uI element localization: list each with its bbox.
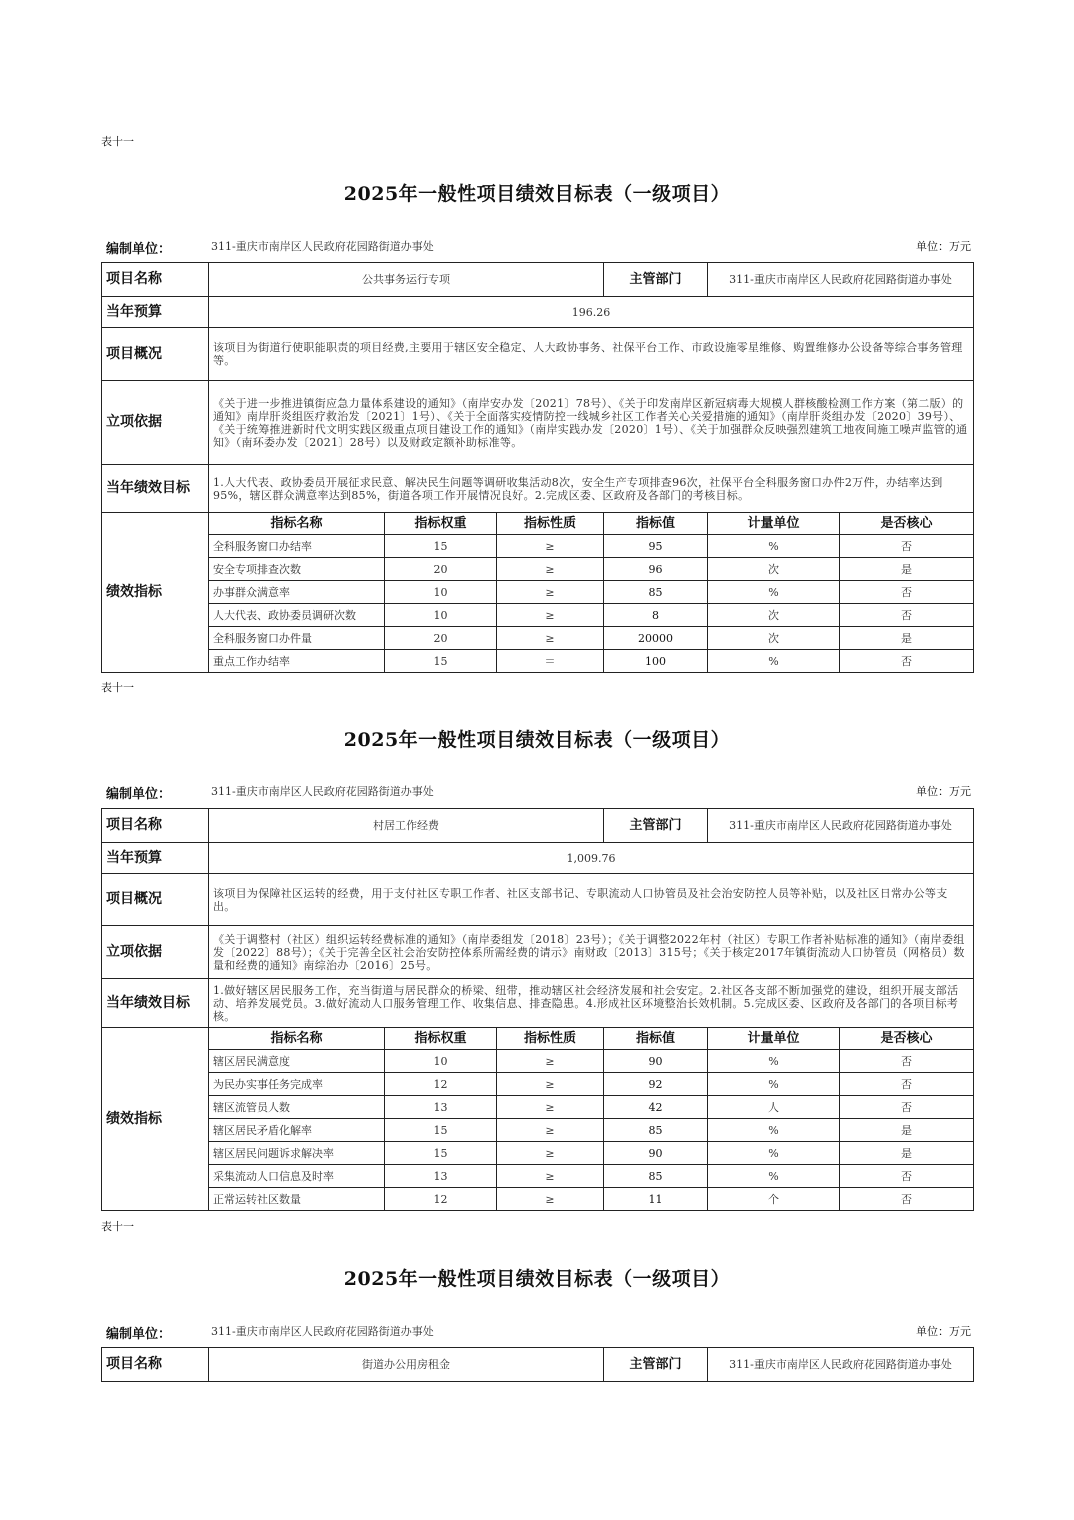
goal-label: 当年绩效目标 (102, 979, 209, 1028)
performance-table (101, 808, 974, 1211)
table-row (102, 581, 974, 604)
table-row (102, 1188, 974, 1211)
project-name-value: 街道办公用房租金 (209, 1348, 604, 1382)
goal-value: 1.人大代表、政协委员开展征求民意、解决民生问题等调研收集活动8次，安全生产专项排查96次，社保平台全科服务窗口办件2万件，办结率达到95%，辖区群众满意率达到85%，街道各项工作开展情况良好。2.完成区委、区政府及各部门的考核目标。 (209, 465, 974, 513)
table-tag: 表十一 (101, 135, 134, 148)
basis-value: 《关于调整村（社区）组织运转经费标准的通知》（南岸委组发〔2018〕23号）；《关于调整2022年村（社区）专职工作者补贴标准的通知》（南岸委组发〔2022〕88号）；《关于完善全区社会治安防控体系所需经费的请示》南财政〔2013〕315号；《关于核定2017年镇街流动人口协管员（网格员）数量和经费的通知》南综治办〔2016〕25号。 (209, 926, 974, 979)
page-title: 2025年一般性项目绩效目标表（一级项目） (343, 729, 731, 751)
ind-weight: 13 (385, 1096, 497, 1119)
dept-value: 311-重庆市南岸区人民政府花园路街道办事处 (708, 809, 974, 843)
indicators-label: 绩效指标 (102, 513, 209, 673)
basis-label: 立项依据 (102, 926, 209, 979)
ind-unit: % (708, 650, 840, 673)
overview-value: 该项目为保障社区运转的经费，用于支付社区专职工作者、社区支部书记、专职流动人口协管员及社会治安防控人员等补贴，以及社区日常办公等支出。 (209, 874, 974, 926)
ind-value: 100 (604, 650, 708, 673)
ind-core: 是 (840, 627, 974, 650)
page-title: 2025年一般性项目绩效目标表（一级项目） (343, 183, 731, 205)
goal-label: 当年绩效目标 (102, 465, 209, 513)
ind-value: 85 (604, 1165, 708, 1188)
ind-weight: 10 (385, 581, 497, 604)
performance-table (101, 1347, 974, 1382)
table-tag: 表十一 (101, 681, 134, 694)
table-row (102, 627, 974, 650)
ind-name: 辖区居民满意度 (209, 1050, 385, 1073)
ind-header-name: 指标名称 (209, 513, 385, 535)
ind-nature: ≥ (497, 1165, 604, 1188)
ind-unit: % (708, 535, 840, 558)
ind-header-weight: 指标权重 (385, 1028, 497, 1050)
basis-value: 《关于进一步推进镇街应急力量体系建设的通知》（南岸安办发〔2021〕78号）、《关于印发南岸区新冠病毒大规模人群核酸检测工作方案（第二版）的通知》南岸肝炎组医疗救治发〔2021〕1号）、《关于全面落实疫情防控一线城乡社区工作者关心关爱措施的通知》（南岸肝炎组办发〔2020〕39号）、《关于统筹推进新时代文明实践区级重点项目建设工作的通知》（南岸实践办发〔2020〕1号）、《关于加强群众反映强烈建筑工地夜间施工噪声监管的通知》（南环委办发〔2021〕28号）以及财政定额补助标准等。 (209, 381, 974, 465)
ind-name: 辖区居民问题诉求解决率 (209, 1142, 385, 1165)
ind-core: 否 (840, 604, 974, 627)
ind-name: 全科服务窗口办件量 (209, 627, 385, 650)
project-name-label: 项目名称 (102, 809, 209, 843)
ind-name: 重点工作办结率 (209, 650, 385, 673)
ind-name: 安全专项排查次数 (209, 558, 385, 581)
ind-weight: 15 (385, 535, 497, 558)
ind-unit: 个 (708, 1188, 840, 1211)
ind-weight: 10 (385, 1050, 497, 1073)
basis-label: 立项依据 (102, 381, 209, 465)
ind-core: 否 (840, 1096, 974, 1119)
table-row (102, 1096, 974, 1119)
ind-unit: 人 (708, 1096, 840, 1119)
table-tag: 表十一 (101, 1220, 134, 1233)
ind-weight: 12 (385, 1073, 497, 1096)
ind-name: 正常运转社区数量 (209, 1188, 385, 1211)
ind-value: 90 (604, 1050, 708, 1073)
ind-header-value: 指标值 (604, 513, 708, 535)
budget-label: 当年预算 (102, 297, 209, 328)
indicators-label: 绩效指标 (102, 1028, 209, 1211)
ind-header-name: 指标名称 (209, 1028, 385, 1050)
ind-nature: ≥ (497, 558, 604, 581)
ind-name: 全科服务窗口办结率 (209, 535, 385, 558)
ind-unit: % (708, 1142, 840, 1165)
unit-value: 311-重庆市南岸区人民政府花园路街道办事处 (211, 240, 434, 253)
ind-weight: 20 (385, 627, 497, 650)
table-row (102, 604, 974, 627)
project-name-value: 公共事务运行专项 (209, 263, 604, 297)
ind-weight: 13 (385, 1165, 497, 1188)
ind-nature: ≥ (497, 604, 604, 627)
table-row (102, 535, 974, 558)
ind-nature: ≥ (497, 1096, 604, 1119)
ind-weight: 15 (385, 1142, 497, 1165)
ind-nature: ≥ (497, 1188, 604, 1211)
unit-label: 编制单位： (106, 242, 172, 257)
ind-weight: 15 (385, 650, 497, 673)
ind-unit: % (708, 1119, 840, 1142)
performance-table (101, 262, 974, 673)
ind-core: 否 (840, 1188, 974, 1211)
ind-name: 采集流动人口信息及时率 (209, 1165, 385, 1188)
budget-label: 当年预算 (102, 843, 209, 874)
table-row (102, 1142, 974, 1165)
ind-nature: ≥ (497, 1073, 604, 1096)
ind-core: 否 (840, 1073, 974, 1096)
unit-value: 311-重庆市南岸区人民政府花园路街道办事处 (211, 1325, 434, 1338)
goal-value: 1.做好辖区居民服务工作，充当街道与居民群众的桥梁、纽带，推动辖区社会经济发展和社会安定。2.社区各支部不断加强党的建设，组织开展支部活动、培养发展党员。3.做好流动人口服务管理工作、收集信息、排查隐患。4.形成社区环境整治长效机制。5.完成区委、区政府及各部门的各项目标考核。 (209, 979, 974, 1028)
table-row (102, 558, 974, 581)
table-row (102, 650, 974, 673)
ind-core: 否 (840, 1050, 974, 1073)
currency-unit: 单位：万元 (916, 1325, 971, 1338)
ind-value: 92 (604, 1073, 708, 1096)
ind-value: 42 (604, 1096, 708, 1119)
ind-value: 85 (604, 1119, 708, 1142)
ind-nature: ≥ (497, 627, 604, 650)
ind-unit: 次 (708, 627, 840, 650)
ind-value: 11 (604, 1188, 708, 1211)
ind-weight: 20 (385, 558, 497, 581)
currency-unit: 单位：万元 (916, 785, 971, 798)
project-name-value: 村居工作经费 (209, 809, 604, 843)
ind-unit: % (708, 1050, 840, 1073)
ind-header-weight: 指标权重 (385, 513, 497, 535)
dept-label: 主管部门 (604, 263, 708, 297)
currency-unit: 单位：万元 (916, 240, 971, 253)
ind-core: 否 (840, 535, 974, 558)
project-name-label: 项目名称 (102, 263, 209, 297)
ind-core: 否 (840, 581, 974, 604)
ind-core: 否 (840, 650, 974, 673)
unit-label: 编制单位： (106, 787, 172, 802)
ind-unit: % (708, 1073, 840, 1096)
ind-core: 是 (840, 1119, 974, 1142)
ind-name: 办事群众满意率 (209, 581, 385, 604)
ind-nature: ≥ (497, 581, 604, 604)
ind-nature: ≥ (497, 1142, 604, 1165)
unit-value: 311-重庆市南岸区人民政府花园路街道办事处 (211, 785, 434, 798)
ind-nature: ≥ (497, 535, 604, 558)
ind-header-unit: 计量单位 (708, 513, 840, 535)
ind-name: 辖区流管员人数 (209, 1096, 385, 1119)
overview-label: 项目概况 (102, 328, 209, 381)
ind-header-value: 指标值 (604, 1028, 708, 1050)
ind-name: 为民办实事任务完成率 (209, 1073, 385, 1096)
ind-value: 8 (604, 604, 708, 627)
ind-header-unit: 计量单位 (708, 1028, 840, 1050)
dept-value: 311-重庆市南岸区人民政府花园路街道办事处 (708, 263, 974, 297)
budget-value: 1,009.76 (209, 843, 974, 874)
page-title: 2025年一般性项目绩效目标表（一级项目） (343, 1268, 731, 1290)
dept-label: 主管部门 (604, 1348, 708, 1382)
ind-name: 人大代表、政协委员调研次数 (209, 604, 385, 627)
dept-label: 主管部门 (604, 809, 708, 843)
table-row (102, 1119, 974, 1142)
ind-value: 90 (604, 1142, 708, 1165)
ind-core: 是 (840, 558, 974, 581)
ind-nature: ＝ (497, 650, 604, 673)
unit-label: 编制单位： (106, 1327, 172, 1342)
ind-weight: 10 (385, 604, 497, 627)
ind-header-core: 是否核心 (840, 513, 974, 535)
ind-header-core: 是否核心 (840, 1028, 974, 1050)
ind-name: 辖区居民矛盾化解率 (209, 1119, 385, 1142)
ind-unit: 次 (708, 558, 840, 581)
table-row (102, 1165, 974, 1188)
project-name-label: 项目名称 (102, 1348, 209, 1382)
ind-core: 是 (840, 1142, 974, 1165)
budget-value: 196.26 (209, 297, 974, 328)
ind-nature: ≥ (497, 1119, 604, 1142)
ind-header-nature: 指标性质 (497, 1028, 604, 1050)
table-row (102, 1073, 974, 1096)
ind-weight: 12 (385, 1188, 497, 1211)
ind-header-nature: 指标性质 (497, 513, 604, 535)
dept-value: 311-重庆市南岸区人民政府花园路街道办事处 (708, 1348, 974, 1382)
ind-nature: ≥ (497, 1050, 604, 1073)
overview-label: 项目概况 (102, 874, 209, 926)
ind-value: 96 (604, 558, 708, 581)
ind-unit: % (708, 581, 840, 604)
ind-value: 20000 (604, 627, 708, 650)
ind-weight: 15 (385, 1119, 497, 1142)
ind-value: 85 (604, 581, 708, 604)
ind-unit: 次 (708, 604, 840, 627)
ind-unit: % (708, 1165, 840, 1188)
ind-value: 95 (604, 535, 708, 558)
ind-core: 否 (840, 1165, 974, 1188)
overview-value: 该项目为街道行使职能职责的项目经费,主要用于辖区安全稳定、人大政协事务、社保平台工作、市政设施零星维修、购置维修办公设备等综合事务管理等。 (209, 328, 974, 381)
table-row (102, 1050, 974, 1073)
